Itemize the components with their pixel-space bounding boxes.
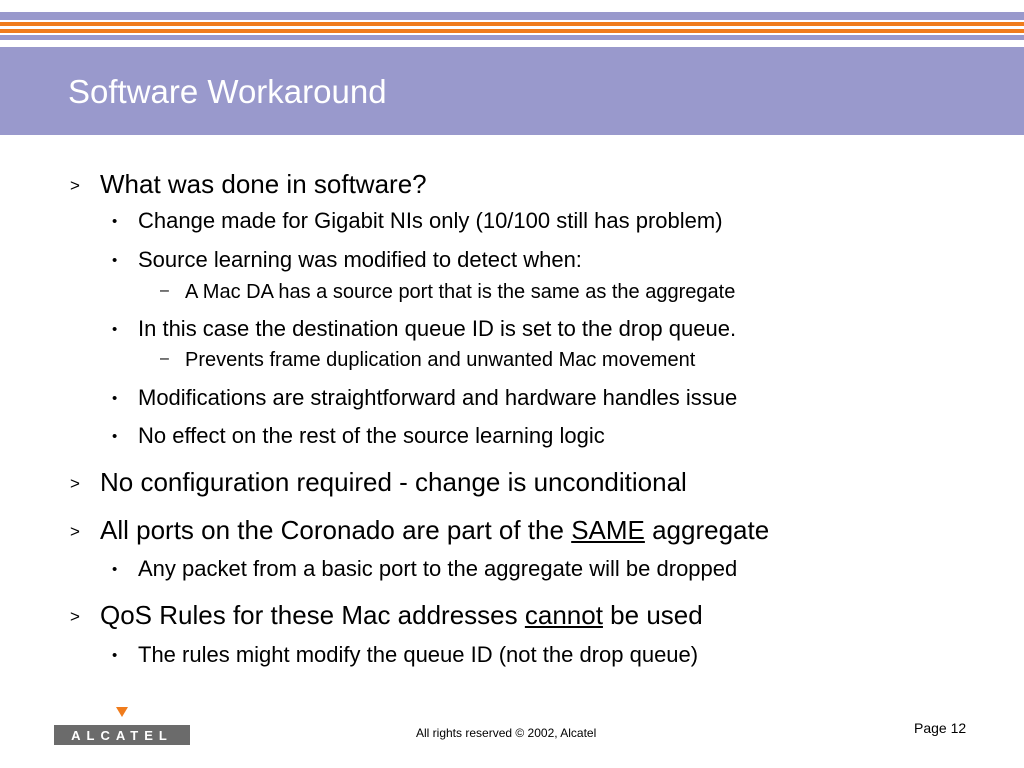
bullet-level-2: Modifications are straightforward and hardware handles issue — [138, 385, 738, 410]
bullet-level-2: In this case the destination queue ID is set to the drop queue. — [138, 316, 737, 341]
header-stripe-purple-top — [0, 12, 1024, 20]
slide-title: Software Workaround — [68, 73, 387, 110]
bullet-level-2: Source learning was modified to detect when: — [138, 247, 582, 272]
bullet-marker-level-1: > — [70, 474, 80, 493]
underlined-emphasis: cannot — [524, 600, 603, 630]
bullet-marker-level-2: • — [112, 428, 118, 445]
bullet-text-after: be used — [602, 600, 703, 630]
bullet-marker-level-2: • — [112, 390, 118, 407]
bullet-marker-level-2: • — [112, 647, 118, 664]
bullet-level-1 — [100, 514, 769, 546]
page-number: Page 12 — [914, 720, 967, 736]
bullet-text-before: QoS Rules for these Mac addresses — [100, 600, 525, 630]
bullet-level-1: No configuration required - change is unconditional — [100, 467, 687, 497]
header-stripe-purple-bottom — [0, 35, 1024, 40]
bullet-level-1: What was done in software? — [100, 169, 427, 199]
bullet-marker-level-2: • — [112, 252, 118, 269]
copyright-notice: All rights reserved © 2002, Alcatel — [416, 726, 597, 740]
alcatel-logo — [54, 706, 190, 746]
bullet-marker-level-1: > — [70, 607, 80, 626]
bullet-text-before: All ports on the Coronado are part of the — [100, 515, 572, 545]
bullet-marker-level-3: – — [160, 350, 169, 367]
bullet-marker-level-1: > — [70, 522, 80, 541]
header-stripe-orange-2 — [0, 29, 1024, 33]
bullet-level-3: A Mac DA has a source port that is the same as the aggregate — [185, 281, 736, 303]
bullet-level-2: Change made for Gigabit NIs only (10/100 still has problem) — [138, 208, 723, 233]
bullet-level-2: No effect on the rest of the source learning logic — [138, 423, 605, 448]
bullet-level-1 — [100, 599, 703, 631]
header-stripe-orange-1 — [0, 22, 1024, 26]
bullet-level-2: The rules might modify the queue ID (not the drop queue) — [138, 642, 699, 667]
bullet-marker-level-2: • — [112, 213, 118, 230]
bullet-marker-level-3: – — [160, 282, 169, 299]
bullet-marker-level-2: • — [112, 561, 118, 578]
logo-wordmark: ALCATEL — [71, 728, 173, 743]
bullet-level-3: Prevents frame duplication and unwanted Mac movement — [185, 349, 696, 371]
underlined-emphasis: SAME — [571, 515, 645, 545]
logo-triangle-icon — [116, 707, 128, 717]
bullet-text-after: aggregate — [644, 515, 770, 545]
bullet-marker-level-1: > — [70, 176, 80, 195]
bullet-marker-level-2: • — [112, 321, 118, 338]
bullet-level-2: Any packet from a basic port to the aggregate will be dropped — [138, 556, 738, 581]
